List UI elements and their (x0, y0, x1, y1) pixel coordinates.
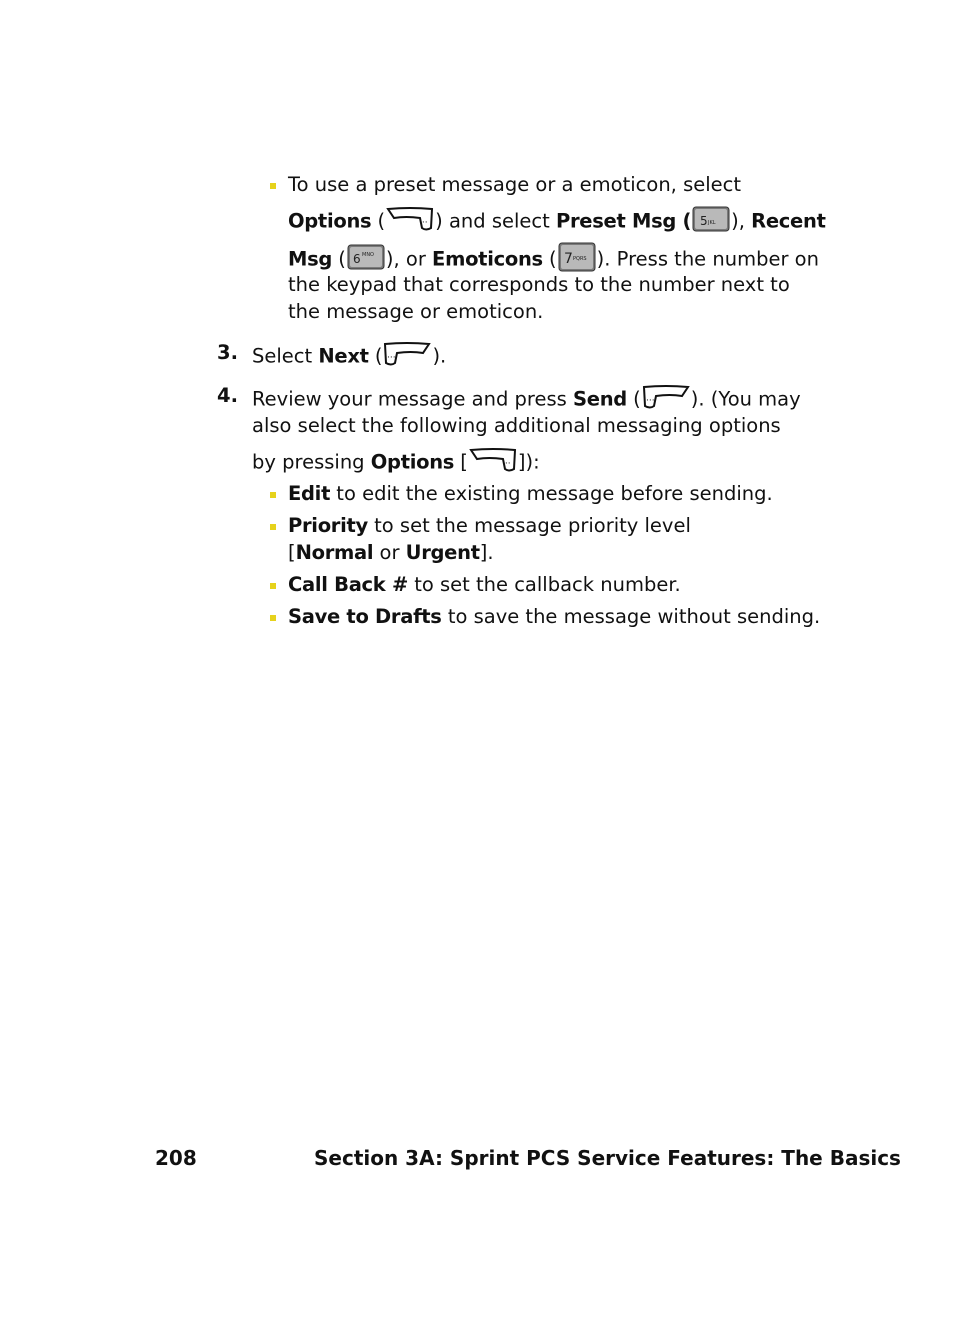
edit-desc: to edit the existing message before sending. (336, 482, 773, 505)
emoticons-term: Emoticons (432, 247, 543, 271)
preset-text-5: the message or emoticon. (288, 300, 544, 323)
step-4-line-2 (252, 414, 781, 438)
callback-desc: to set the callback number. (414, 573, 681, 596)
preset-line-1 (288, 173, 741, 197)
softkey-left-icon (383, 341, 431, 373)
bullet-marker (270, 183, 276, 189)
key-6-icon (347, 244, 385, 276)
msg-term: Msg (288, 247, 333, 271)
step4-text-2: also select the following additional messaging options (252, 414, 781, 437)
preset-text-4: the keypad that corresponds to the number next to (288, 273, 790, 296)
step-4-line-3: by pressing Options [ ··· ]): (252, 447, 540, 479)
options-term: Options (370, 450, 455, 474)
and-select-text: ) and select (435, 209, 550, 233)
option-priority-levels: [Normal or Urgent]. (288, 541, 494, 564)
next-term: Next (318, 344, 369, 368)
bullet-marker (270, 524, 276, 530)
press-number-text: ). Press the number on (596, 247, 819, 271)
send-term: Send (573, 387, 627, 411)
recent-term: Recent (751, 209, 826, 233)
step-4-number: 4. (217, 384, 238, 407)
key5-letters: JKL (708, 220, 716, 226)
or-word: or (379, 541, 400, 564)
svg-text:···: ··· (645, 396, 655, 406)
section-title: Section 3A: Sprint PCS Service Features: The Basics (314, 1146, 901, 1170)
priority-desc: to set the message priority level (374, 514, 691, 537)
softkey-left-icon (642, 384, 690, 416)
normal-term: Normal (295, 541, 374, 564)
options-term: Options (288, 209, 372, 233)
preset-line-3: Msg ( 6 MNO ), or Emoticons ( 7 PQRS ). Press the number on (288, 242, 819, 278)
page-number: 208 (155, 1146, 197, 1170)
preset-line-5 (288, 300, 543, 324)
option-callback (288, 573, 681, 597)
drafts-term: Save to Drafts (288, 605, 442, 628)
svg-text:···: ··· (387, 353, 397, 363)
option-priority (288, 514, 691, 538)
option-drafts (288, 605, 820, 629)
select-text: Select (252, 344, 313, 368)
step-4-line-1: Review your message and press Send ( ··· ). (You may (252, 384, 801, 416)
bullet-marker (270, 583, 276, 589)
step-3-line: Select Next ( ··· ). (252, 341, 446, 373)
step4-close: ]): (517, 450, 540, 474)
key5-digit: 5 (700, 214, 708, 228)
softkey-right-icon (386, 206, 434, 238)
step-3-number: 3. (217, 341, 238, 364)
edit-term: Edit (288, 482, 331, 505)
preset-line-4 (288, 273, 790, 297)
softkey-right-icon (469, 447, 517, 479)
priority-term: Priority (288, 514, 368, 537)
key-5-icon (692, 206, 730, 238)
or-text: ), or (385, 247, 426, 271)
key7-letters: PQRS (572, 256, 587, 262)
comma-text: ), (731, 209, 745, 233)
key6-letters: MNO (361, 252, 374, 258)
option-edit (288, 482, 773, 506)
you-may-text: ). (You may (690, 387, 801, 411)
drafts-desc: to save the message without sending. (447, 605, 821, 628)
preset-line-2: Options ( ··· ) and select Preset Msg ( 5 JKL ), Recent (288, 206, 826, 238)
bullet-marker (270, 492, 276, 498)
urgent-term: Urgent (405, 541, 480, 564)
svg-text:···: ··· (419, 218, 428, 228)
key6-digit: 6 (352, 252, 361, 266)
svg-text:···: ··· (501, 459, 511, 469)
by-pressing-text: by pressing (252, 450, 365, 474)
bullet-marker (270, 615, 276, 621)
preset-msg-term: Preset Msg ( (555, 209, 692, 233)
key7-digit: 7 (563, 251, 573, 267)
review-text: Review your message and press (252, 387, 567, 411)
step3-close: ). (432, 344, 447, 368)
callback-term: Call Back # (288, 573, 409, 596)
preset-text-1: To use a preset message or a emoticon, select (288, 173, 742, 196)
